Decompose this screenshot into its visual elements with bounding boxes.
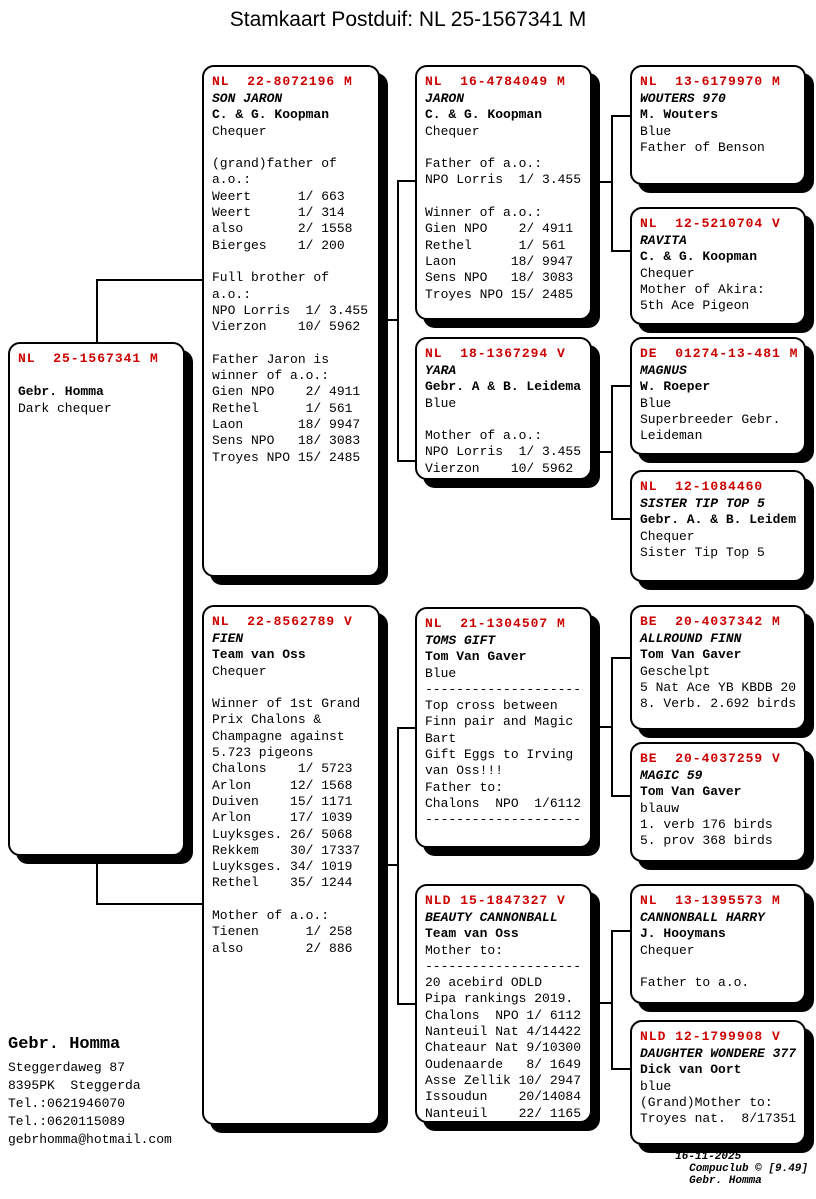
connector-line bbox=[611, 115, 613, 252]
connector-line bbox=[611, 385, 630, 387]
owner-address-line2: 8395PK Steggerda bbox=[8, 1078, 141, 1093]
connector-line bbox=[96, 279, 202, 281]
pedigree-box-mother bbox=[202, 605, 380, 1125]
connector-line bbox=[611, 385, 613, 520]
connector-line bbox=[397, 180, 399, 462]
pedigree-box-grandfather-paternal bbox=[415, 65, 592, 320]
connector-line bbox=[592, 451, 611, 453]
connector-line bbox=[96, 279, 98, 342]
ring-number: BE 20-4037259 V bbox=[640, 751, 781, 766]
pedigree-box-grandfather-maternal bbox=[415, 607, 592, 848]
ring-number: NL 22-8072196 M bbox=[212, 74, 353, 89]
connector-line bbox=[380, 319, 397, 321]
box-lines: SON JARON C. & G. Koopman Chequer (grand)father of a.o.: Weert 1/ 663 Weert 1/ 314 also 2/ 1558 Bierges 1/ 200 Full brother of a.o.: NPO Lorris 1/ 3.455 Vierzon 10/ 5962 Father Jaron is winner of a.o.: Gien NPO 2/ 4911 Rethel 1/ 561 Laon 18/ 9947 Sens NPO 18/ 3083 Troyes NPO 15/ 2485 bbox=[212, 91, 369, 465]
page-title: Stamkaart Postduif: NL 25-1567341 M bbox=[229, 8, 587, 31]
pedigree-box-grandmother-maternal bbox=[415, 884, 592, 1123]
connector-line bbox=[96, 903, 202, 905]
pedigree-box-greatgrandmother-2 bbox=[630, 470, 806, 582]
pedigree-box-greatgrandmother-3 bbox=[630, 742, 806, 862]
footer-software: Compuclub © [9.49] bbox=[689, 1163, 808, 1175]
ring-number: NL 13-6179970 M bbox=[640, 74, 781, 89]
box-lines: YARA Gebr. A & B. Leidema Blue Mother of a.o.: NPO Lorris 1/ 3.455 Vierzon 10/ 5962 bbox=[425, 363, 582, 476]
box-lines: WOUTERS 970 M. Wouters Blue Father of Benson bbox=[640, 91, 765, 155]
footer-date: 16-11-2025 bbox=[675, 1151, 742, 1163]
pedigree-box-grandmother-paternal bbox=[415, 337, 592, 480]
connector-line bbox=[611, 250, 630, 252]
connector-line bbox=[592, 181, 611, 183]
ring-number: NL 22-8562789 V bbox=[212, 614, 353, 629]
connector-line bbox=[592, 1002, 611, 1004]
pedigree-box-subject bbox=[8, 342, 185, 856]
connector-line bbox=[397, 460, 415, 462]
owner-phone-1: Tel.:0621946070 bbox=[8, 1096, 126, 1111]
connector-line bbox=[611, 795, 630, 797]
box-lines: JARON C. & G. Koopman Chequer Father of a.o.: NPO Lorris 1/ 3.455 Winner of a.o.: Gien NPO 2/ 4911 Rethel 1/ 561 Laon 18/ 9947 Sens NPO 18/ 3083 Troyes NPO 15/ 2485 bbox=[425, 91, 582, 302]
owner-email: gebrhomma@hotmail.com bbox=[8, 1132, 172, 1147]
pedigree-box-greatgrandmother-1 bbox=[630, 207, 806, 325]
ring-number: NL 21-1304507 M bbox=[425, 616, 566, 631]
ring-number: NL 16-4784049 M bbox=[425, 74, 566, 89]
box-lines: RAVITA C. & G. Koopman Chequer Mother of Akira: 5th Ace Pigeon bbox=[640, 233, 765, 314]
connector-line bbox=[611, 657, 613, 797]
box-lines: Gebr. Homma Dark chequer bbox=[18, 384, 112, 416]
pedigree-box-greatgrandfather-3 bbox=[630, 605, 806, 730]
ring-number: NL 12-5210704 V bbox=[640, 216, 781, 231]
connector-line bbox=[397, 1003, 415, 1005]
box-lines: FIEN Team van Oss Chequer Winner of 1st Grand Prix Chalons & Champagne against 5.723 pigeons Chalons 1/ 5723 Arlon 12/ 1568 Duiven 15/ 1171 Arlon 17/ 1039 Luyksges. 26/ 5068 Rekkem 30/ 17337 Luyksges. 34/ 1019 Rethel 35/ 1244 Mother of a.o.: Tienen 1/ 258 also 2/ 886 bbox=[212, 631, 361, 956]
connector-line bbox=[397, 727, 415, 729]
ring-number: NL 25-1567341 M bbox=[18, 351, 159, 366]
ring-number: BE 20-4037342 M bbox=[640, 614, 781, 629]
connector-line bbox=[611, 930, 613, 1070]
box-lines: ALLROUND FINN Tom Van Gaver Geschelpt 5 Nat Ace YB KBDB 20 8. Verb. 2.692 birds bbox=[640, 631, 797, 712]
footer-owner: Gebr. Homma bbox=[689, 1175, 762, 1187]
connector-line bbox=[611, 1068, 630, 1070]
connector-line bbox=[611, 657, 630, 659]
connector-line bbox=[397, 727, 399, 1005]
owner-info bbox=[8, 1034, 172, 1149]
box-lines: SISTER TIP TOP 5 Gebr. A. & B. Leidem Chequer Sister Tip Top 5 bbox=[640, 496, 797, 560]
ring-number: DE 01274-13-481 M bbox=[640, 346, 799, 361]
ring-number: NLD 15-1847327 V bbox=[425, 893, 566, 908]
box-lines: MAGNUS W. Roeper Blue Superbreeder Gebr. Leideman bbox=[640, 363, 781, 444]
ring-number: NL 18-1367294 V bbox=[425, 346, 566, 361]
connector-line bbox=[611, 930, 630, 932]
pedigree-box-greatgrandfather-2 bbox=[630, 337, 806, 455]
pedigree-box-greatgrandfather-4 bbox=[630, 884, 806, 1004]
connector-line bbox=[96, 856, 98, 903]
connector-line bbox=[611, 115, 630, 117]
box-lines: CANNONBALL HARRY J. Hooymans Chequer Father to a.o. bbox=[640, 910, 765, 991]
connector-line bbox=[592, 726, 611, 728]
box-lines: BEAUTY CANNONBALL Team van Oss Mother to: -------------------- 20 acebird ODLD Pipa rankings 2019. Chalons NPO 1/ 6112 Nanteuil Nat 4/14422 Chateaur Nat 9/10300 Oudenaarde 8/ 1649 Asse Zellik 10/ 2947 Issoudun 20/14084 Nanteuil 22/ 1165 bbox=[425, 910, 582, 1121]
pedigree-box-greatgrandfather-1 bbox=[630, 65, 806, 185]
connector-line bbox=[611, 518, 630, 520]
box-lines: TOMS GIFT Tom Van Gaver Blue -------------------- Top cross between Finn pair and Magic Bart Gift Eggs to Irving van Oss!!! Father to: Chalons NPO 1/6112 -------------------- bbox=[425, 633, 582, 828]
ring-number: NLD 12-1799908 V bbox=[640, 1029, 781, 1044]
owner-name: Gebr. Homma bbox=[8, 1035, 121, 1054]
ring-number: NL 12-1084460 bbox=[640, 479, 764, 494]
owner-phone-2: Tel.:0620115089 bbox=[8, 1114, 126, 1129]
box-lines: MAGIC 59 Tom Van Gaver blauw 1. verb 176 birds 5. prov 368 birds bbox=[640, 768, 773, 849]
ring-number: NL 13-1395573 M bbox=[640, 893, 781, 908]
box-lines: DAUGHTER WONDERE 377 Dick van Oort blue (Grand)Mother to: Troyes nat. 8/17351 bbox=[640, 1046, 797, 1127]
pedigree-box-father bbox=[202, 65, 380, 577]
pedigree-box-greatgrandmother-4 bbox=[630, 1020, 806, 1145]
connector-line bbox=[380, 864, 397, 866]
connector-line bbox=[397, 180, 415, 182]
owner-address-line1: Steggerdaweg 87 bbox=[8, 1060, 126, 1075]
footer bbox=[649, 1139, 808, 1199]
